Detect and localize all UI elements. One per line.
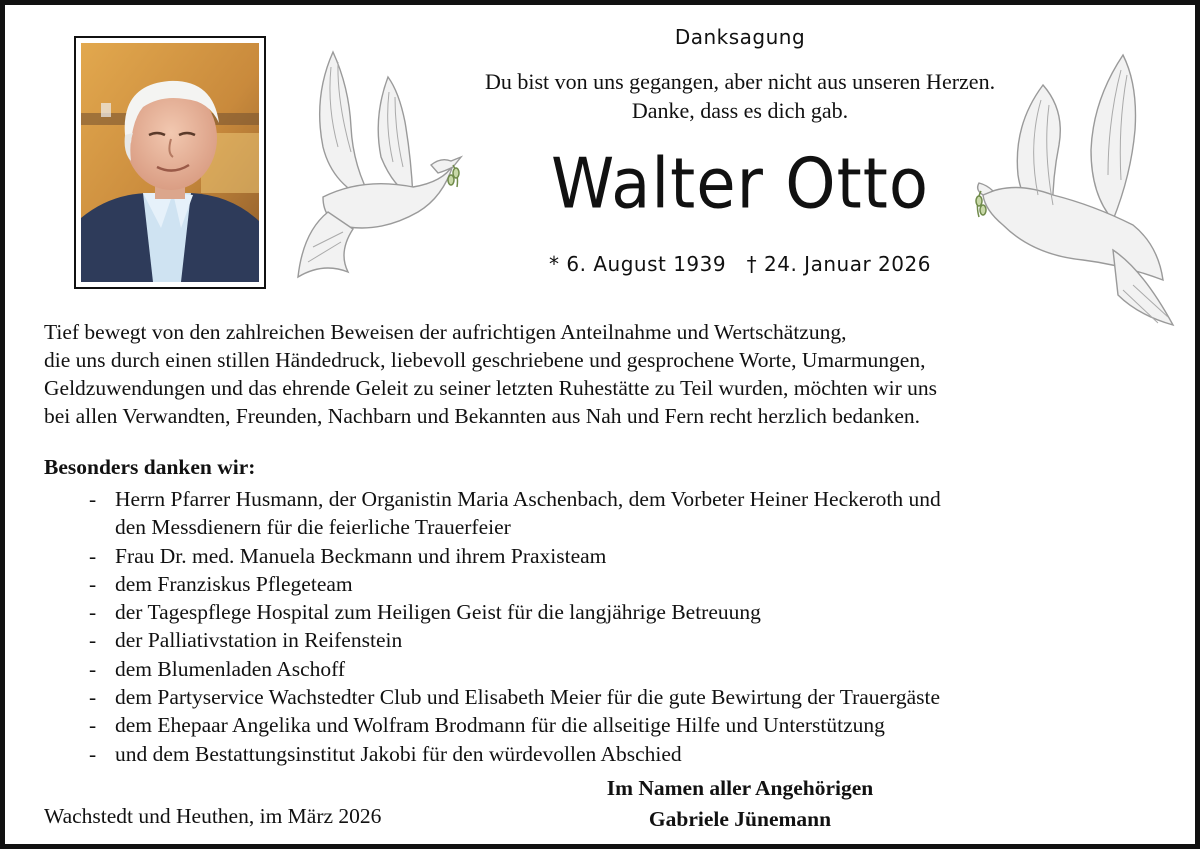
- list-item: [89, 711, 1169, 739]
- memorial-quote: [435, 67, 1045, 125]
- bullet-dash: -: [89, 741, 97, 766]
- bullet-dash: -: [89, 656, 97, 681]
- quote-line: Danke, dass es dich gab.: [631, 98, 849, 123]
- page-title: Danksagung: [674, 25, 806, 49]
- bullet-dash: -: [89, 543, 97, 568]
- thanks-list: [89, 485, 1169, 768]
- list-item-text: der Tagespflege Hospital zum Heiligen Geist für die langjährige Betreuung: [115, 600, 761, 625]
- list-item: [89, 683, 1169, 711]
- list-item: [89, 655, 1169, 683]
- intro-paragraph: [44, 318, 1164, 430]
- bullet-dash: -: [89, 713, 97, 738]
- list-item-text: der Palliativstation in Reifenstein: [115, 628, 403, 653]
- signature-line: Im Namen aller Angehörigen: [606, 776, 874, 800]
- bullet-dash: -: [89, 571, 97, 596]
- signature-block: [565, 773, 915, 835]
- portrait-image: [81, 43, 259, 282]
- deceased-name: Walter Otto: [550, 145, 930, 225]
- intro-line: Geldzuwendungen und das ehrende Geleit zu seiner letzten Ruhestätte zu Teil wurden, möchten wir uns: [44, 376, 938, 400]
- list-item-text: Frau Dr. med. Manuela Beckmann und ihrem Praxisteam: [115, 543, 607, 568]
- bullet-dash: -: [89, 487, 97, 511]
- bullet-dash: -: [89, 685, 97, 710]
- intro-line: Tief bewegt von den zahlreichen Beweisen der aufrichtigen Anteilnahme und Wertschätzung,: [44, 320, 847, 344]
- list-item-text: dem Blumenladen Aschoff: [115, 656, 346, 681]
- list-item: [89, 570, 1169, 598]
- list-item: [89, 626, 1169, 654]
- list-item-text: und dem Bestattungsinstitut Jakobi für den würdevollen Abschied: [115, 741, 682, 766]
- intro-line: bei allen Verwandten, Freunden, Nachbarn und Bekannten aus Nah und Fern recht herzlich bedanken.: [44, 404, 921, 428]
- list-item: [89, 740, 1169, 768]
- quote-line: Du bist von uns gegangen, aber nicht aus unseren Herzen.: [484, 69, 996, 94]
- list-item-text: dem Partyservice Wachstedter Club und Elisabeth Meier für die gute Bewirtung der Trauergäste: [115, 685, 941, 710]
- portrait-photo: [74, 36, 266, 289]
- list-item: [89, 485, 1169, 542]
- intro-line: die uns durch einen stillen Händedruck, liebevoll geschriebene und gesprochene Worte, Umarmungen,: [44, 348, 926, 372]
- thanks-heading: Besonders danken wir:: [44, 455, 256, 479]
- list-item-text: dem Ehepaar Angelika und Wolfram Brodmann für die allseitige Hilfe und Unterstützung: [115, 713, 885, 738]
- life-dates: * 6. August 1939 † 24. Januar 2026: [549, 252, 931, 276]
- list-item-text: Herrn Pfarrer Husmann, der Organistin Maria Aschenbach, dem Vorbeter Heiner Heckeroth und den Messdienern für die feierliche Trauerfeier: [115, 487, 941, 540]
- list-item: [89, 598, 1169, 626]
- bullet-dash: -: [89, 628, 97, 653]
- list-item: [89, 542, 1169, 570]
- list-item-text: dem Franziskus Pflegeteam: [115, 571, 353, 596]
- place-date: Wachstedt und Heuthen, im März 2026: [44, 804, 382, 828]
- bullet-dash: -: [89, 600, 97, 625]
- signature-name: Gabriele Jünemann: [648, 807, 832, 831]
